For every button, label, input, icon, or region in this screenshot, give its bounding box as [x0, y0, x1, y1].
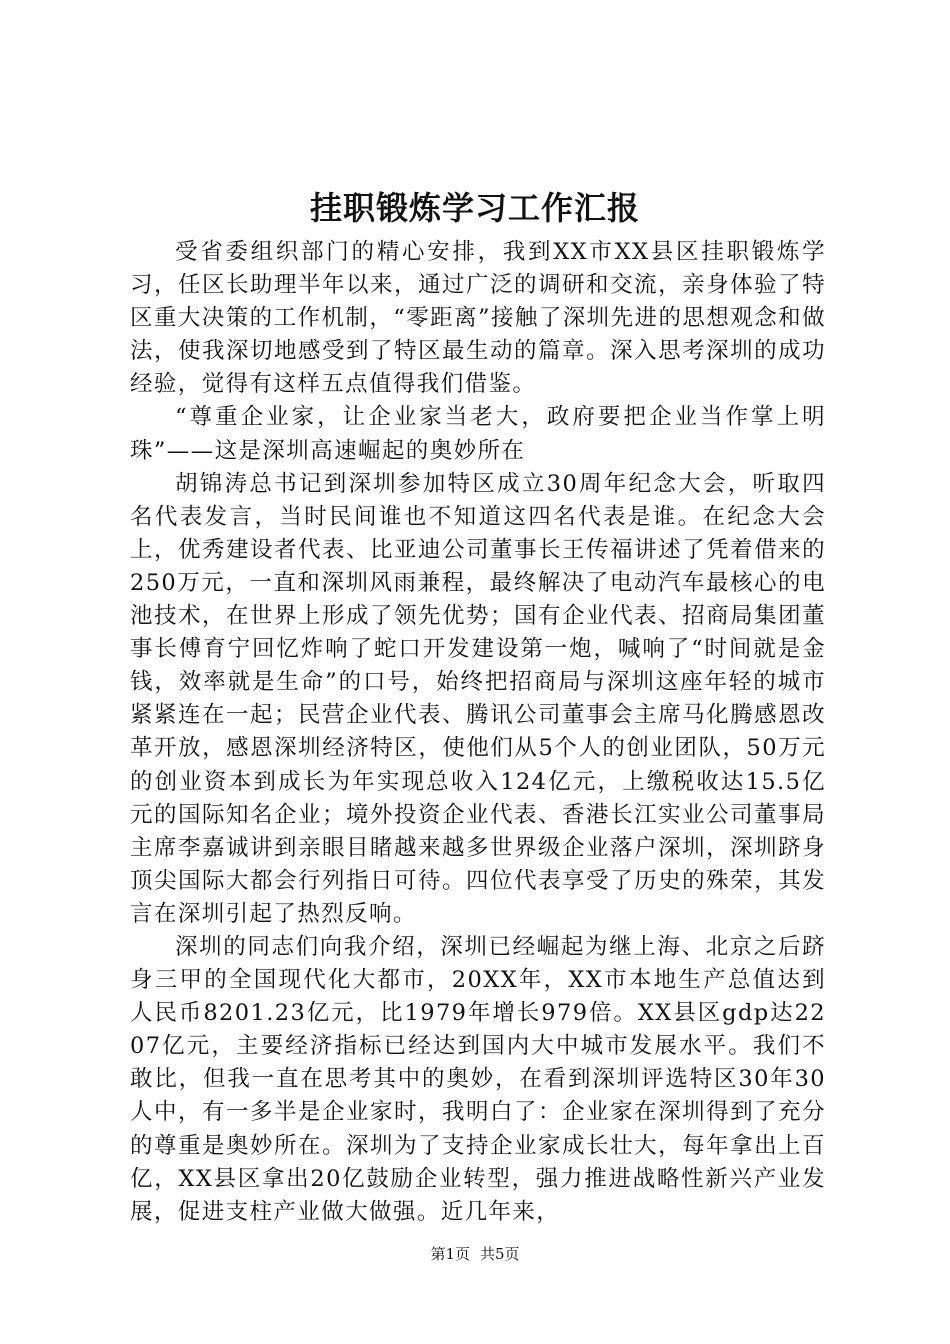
- page-number: 第1页: [430, 1245, 470, 1263]
- document-title: 挂职锻炼学习工作汇报: [309, 189, 640, 227]
- paragraph-section-heading: “尊重企业家，让企业家当老大，政府要把企业当作掌上明珠”——这是深圳高速崛起的奥妙所在: [130, 404, 826, 464]
- page-footer: [0, 1244, 950, 1264]
- paragraph-representatives: 胡锦涛总书记到深圳参加特区成立30周年纪念大会，听取四名代表发言，当时民间谁也不知道这四名代表是谁。在纪念大会上，优秀建设者代表、比亚迪公司董事长王传福讲述了凭着借来的250万元，一直和深圳风雨兼程，最终解决了电动汽车最核心的电池技术，在世界上形成了领先优势；国有企业代表、招商局集团董事长傅育宁回忆炸响了蛇口开发建设第一炮，喊响了“时间就是金钱，效率就是生命”的口号，始终把招商局与深圳这座年轻的城市紧紧连在一起；民营企业代表、腾讯公司董事会主席马化腾感恩改革开放，感恩深圳经济特区，使他们从5个人的创业团队，50万元的创业资本到成长为年实现总收入124亿元，上缴税收达15.5亿元的国际知名企业；境外投资企业代表、香港长江实业公司董事局主席李嘉诚讲到亲眼目睹越来越多世界级企业落户深圳，深圳跻身顶尖国际大都会行列指日可待。四位代表享受了历史的殊荣，其发言在深圳引起了热烈反响。: [130, 470, 826, 927]
- page-total: 共5页: [480, 1245, 520, 1263]
- paragraph-intro: 受省委组织部门的精心安排，我到XX市XX县区挂职锻炼学习，任区长助理半年以来，通过广泛的调研和交流，亲身体验了特区重大决策的工作机制，“零距离”接触了深圳先进的思想观念和做法，使我深切地感受到了特区最生动的篇章。深入思考深圳的成功经验，觉得有这样五点值得我们借鉴。: [130, 239, 826, 398]
- document-body: [130, 236, 826, 1229]
- paragraph-shenzhen-development: 深圳的同志们向我介绍，深圳已经崛起为继上海、北京之后跻身三甲的全国现代化大都市，20XX年，XX市本地生产总值达到人民币8201.23亿元，比1979年增长979倍。XX县区gdp达2207亿元，主要经济指标已经达到国内大中城市发展水平。我们不敢比，但我一直在思考其中的奥妙，在看到深圳评选特区30年30人中，有一多半是企业家时，我明白了：企业家在深圳得到了充分的尊重是奥妙所在。深圳为了支持企业家成长壮大，每年拿出上百亿，XX县区拿出20亿鼓励企业转型，强力推进战略性新兴产业发展，促进支柱产业做大做强。近几年来，: [130, 933, 826, 1225]
